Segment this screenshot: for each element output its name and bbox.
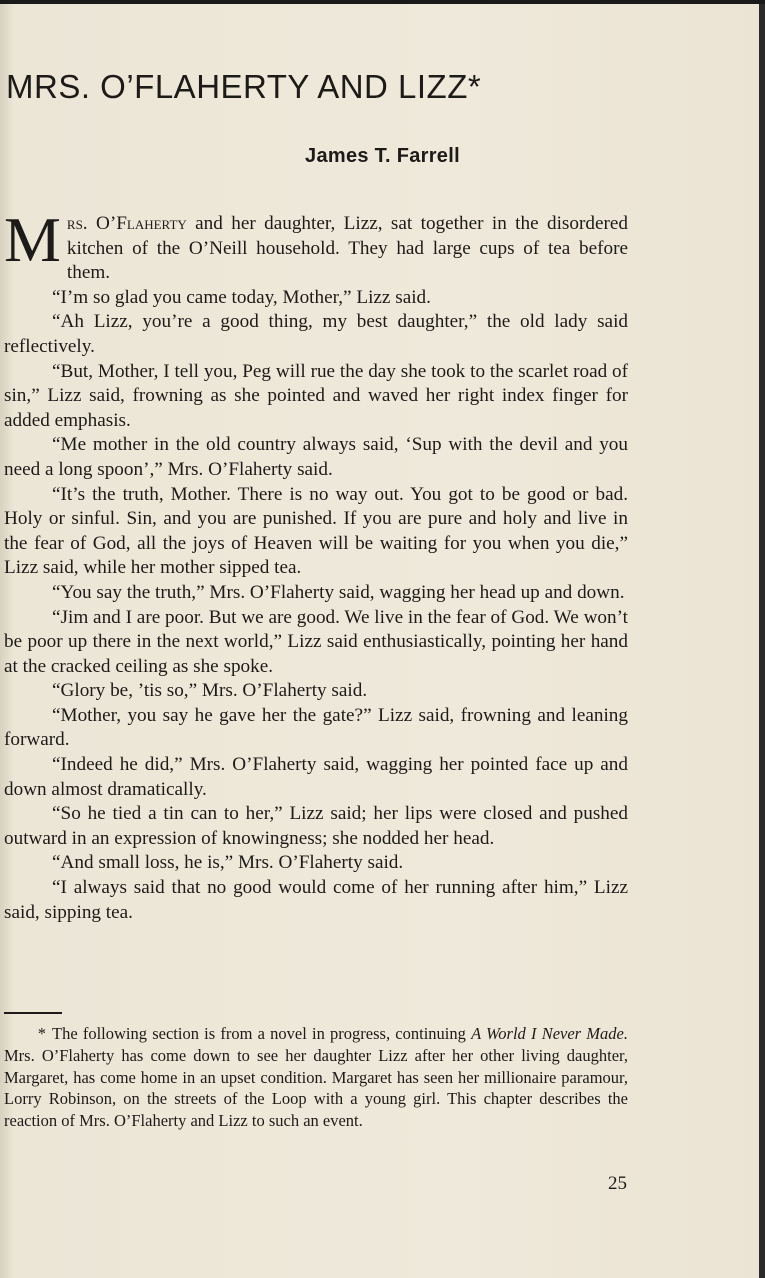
paragraph: “Indeed he did,” Mrs. O’Flaherty said, wagging her pointed face up and down almost dramatically. bbox=[4, 754, 628, 800]
paragraph: “It’s the truth, Mother. There is no way out. You got to be good or bad. Holy or sinful. Sin, and you are punished. If you are pure and holy and live in the fear of God, all the joys of Heaven will be waiting for you when you die,” Lizz said, while her mother sipped tea. bbox=[4, 483, 628, 579]
paragraph: “I always said that no good would come of her running after him,” Lizz said, sipping tea. bbox=[4, 877, 628, 923]
opening-smallcaps: rs. O’Flaherty bbox=[66, 213, 187, 234]
paragraph: “But, Mother, I tell you, Peg will rue the day she took to the scarlet road of sin,” Lizz said, frowning as she pointed and waved her right index finger for added emphasis. bbox=[4, 360, 628, 431]
paragraph: “Mother, you say he gave her the gate?” Lizz said, frowning and leaning forward. bbox=[4, 704, 628, 751]
paragraph: “Me mother in the old country always said, ‘Sup with the devil and you need a long spoon’,” Mrs. O’Flaherty said. bbox=[4, 434, 628, 480]
author-name: James T. Farrell bbox=[305, 145, 460, 167]
paragraph: “You say the truth,” Mrs. O’Flaherty said, wagging her head up and down. bbox=[52, 581, 625, 603]
body-text bbox=[4, 204, 628, 925]
paragraph: “Jim and I are poor. But we are good. We live in the fear of God. We won’t be poor up there in the next world,” Lizz said enthusiastically, pointing her hand at the cracked ceiling as she spoke. bbox=[4, 606, 628, 677]
paragraph: “And small loss, he is,” Mrs. O’Flaherty said. bbox=[52, 852, 404, 874]
opening-text: and her daughter, Lizz, sat together in the disordered kitchen of the O’Neill household. They had large cups of tea before them. bbox=[66, 213, 628, 284]
drop-cap: M bbox=[4, 204, 61, 275]
footnote-rule bbox=[4, 1012, 62, 1014]
footnote-marker: * bbox=[37, 1024, 46, 1043]
footnote-lead: The following section is from a novel in progress, continuing bbox=[52, 1024, 472, 1043]
opening-paragraph bbox=[4, 204, 628, 286]
footnote bbox=[4, 1023, 628, 1132]
chapter-title: MRS. O’FLAHERTY AND LIZZ* bbox=[6, 68, 482, 105]
footnote-book-title: A World I Never Made. bbox=[471, 1024, 628, 1043]
paragraph: “Ah Lizz, you’re a good thing, my best daughter,” the old lady said reflectively. bbox=[4, 311, 628, 357]
paragraph: “So he tied a tin can to her,” Lizz said; her lips were closed and pushed outward in an expression of knowingness; she nodded her head. bbox=[4, 803, 628, 849]
footnote-text: Mrs. O’Flaherty has come down to see her daughter Lizz after her other living daughter, Margaret, has come home in an upset condition. Margaret has seen her millionaire paramour, Lorry Robinson, on the streets of the Loop with a young girl. This chapter describes the reaction of Mrs. O’Flaherty and Lizz to such an event. bbox=[4, 1045, 628, 1131]
paragraph: “Glory be, ’tis so,” Mrs. O’Flaherty said. bbox=[52, 680, 368, 702]
paragraph: “I’m so glad you came today, Mother,” Lizz said. bbox=[52, 286, 431, 308]
page-number: 25 bbox=[608, 1173, 627, 1194]
